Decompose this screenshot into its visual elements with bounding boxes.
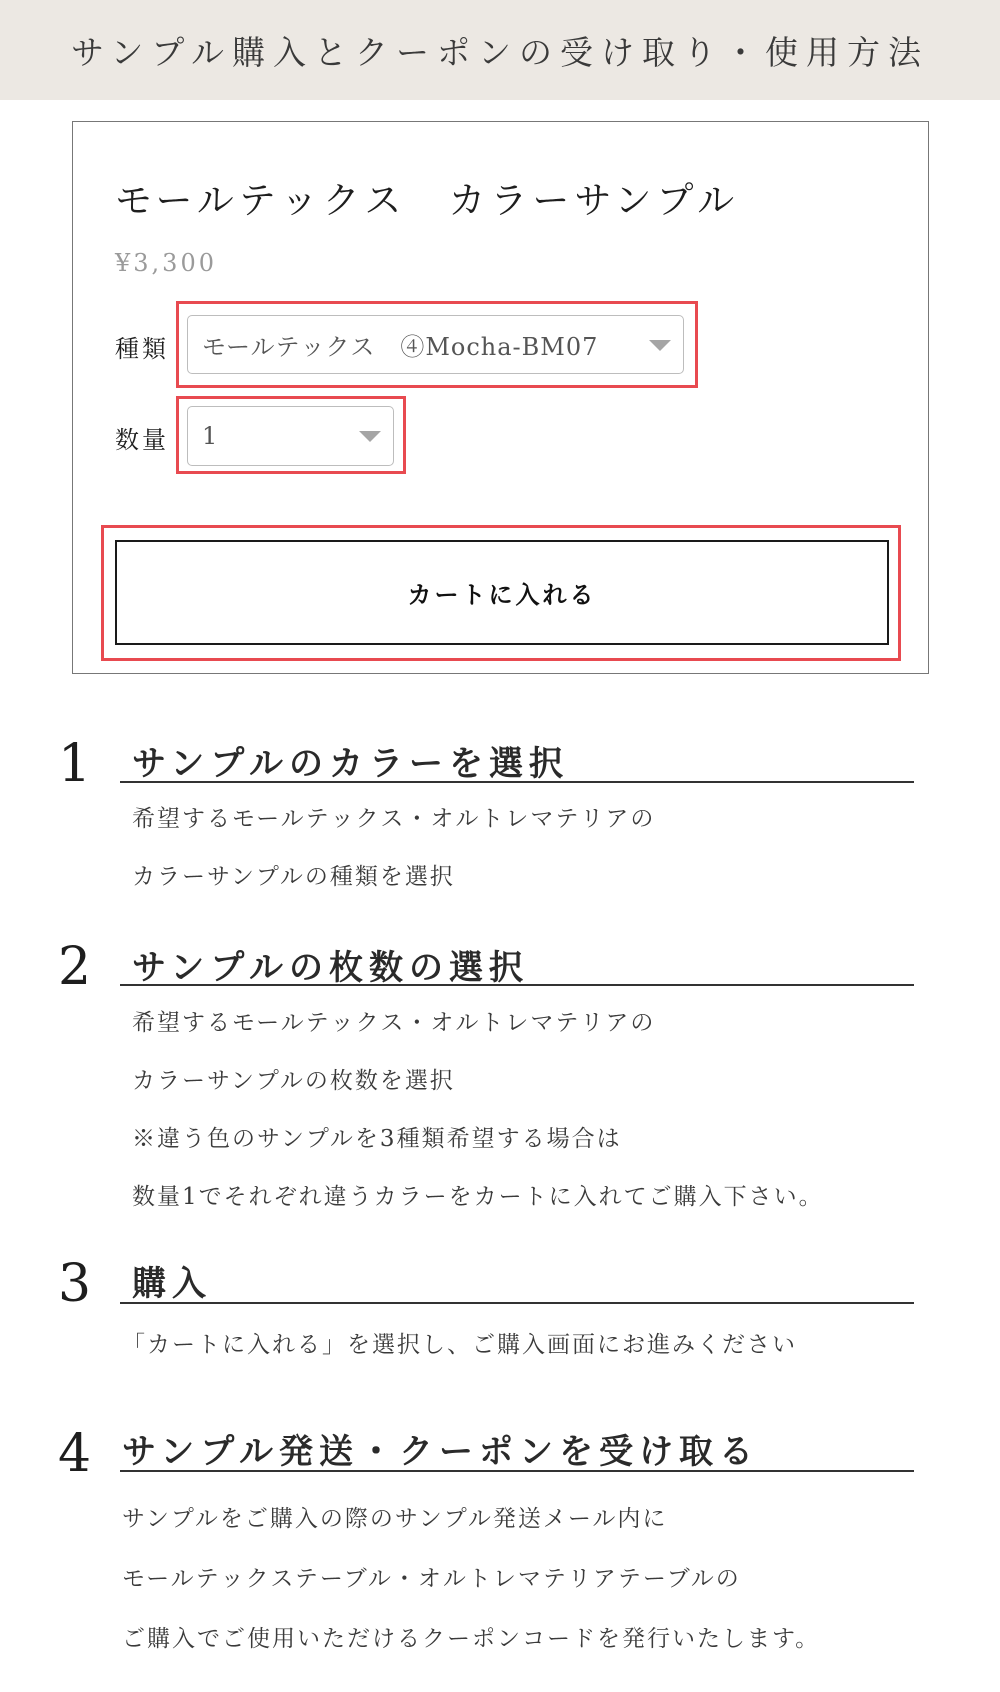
type-label: 種類 xyxy=(115,335,169,363)
step-text-line: カラーサンプルの種類を選択 xyxy=(132,864,455,890)
step-text-line: 数量1でそれぞれ違うカラーをカートに入れてご購入下さい。 xyxy=(132,1184,824,1210)
quantity-select-value: 1 xyxy=(202,422,219,450)
add-to-cart-button[interactable]: カートに入れる xyxy=(115,540,889,645)
step-text-line: 希望するモールテックス・オルトレマテリアの xyxy=(132,1010,656,1036)
step-divider xyxy=(120,1470,914,1472)
header-banner xyxy=(0,0,1000,100)
quantity-select[interactable] xyxy=(187,406,394,466)
step-text-line: 希望するモールテックス・オルトレマテリアの xyxy=(132,806,656,832)
step-text-line: モールテックステーブル・オルトレマテリアテーブルの xyxy=(122,1566,741,1592)
step-number: 1 xyxy=(58,734,92,794)
step-divider xyxy=(120,781,914,783)
quantity-label: 数量 xyxy=(115,426,169,454)
step-divider xyxy=(120,1302,914,1304)
step-heading: サンプル発送・クーポンを受け取る xyxy=(122,1432,759,1472)
chevron-down-icon xyxy=(359,431,381,442)
product-price: ¥3,300 xyxy=(115,249,217,277)
step-heading: サンプルのカラーを選択 xyxy=(132,744,569,784)
step-number: 3 xyxy=(58,1254,92,1314)
product-title: モールテックス カラーサンプル xyxy=(115,179,740,222)
step-heading: 購入 xyxy=(132,1264,212,1304)
page-title: サンプル購入とクーポンの受け取り・使用方法 xyxy=(70,32,930,72)
step-heading: サンプルの枚数の選択 xyxy=(132,948,529,988)
step-text-line: ※違う色のサンプルを3種類希望する場合は xyxy=(132,1126,622,1152)
step-number: 2 xyxy=(58,937,92,997)
product-card xyxy=(72,121,929,674)
chevron-down-icon xyxy=(649,340,671,351)
step-text-line: カラーサンプルの枚数を選択 xyxy=(132,1068,455,1094)
step-text-line: 「カートに入れる」を選択し、ご購入画面にお進みください xyxy=(122,1332,797,1358)
step-text-line: サンプルをご購入の際のサンプル発送メール内に xyxy=(122,1506,668,1532)
step-divider xyxy=(120,984,914,986)
step-number: 4 xyxy=(58,1424,92,1484)
type-select[interactable] xyxy=(187,315,684,374)
step-text-line: ご購入でご使用いただけるクーポンコードを発行いたします。 xyxy=(122,1626,821,1652)
type-select-value: モールテックス ④Mocha-BM07 xyxy=(202,333,599,361)
